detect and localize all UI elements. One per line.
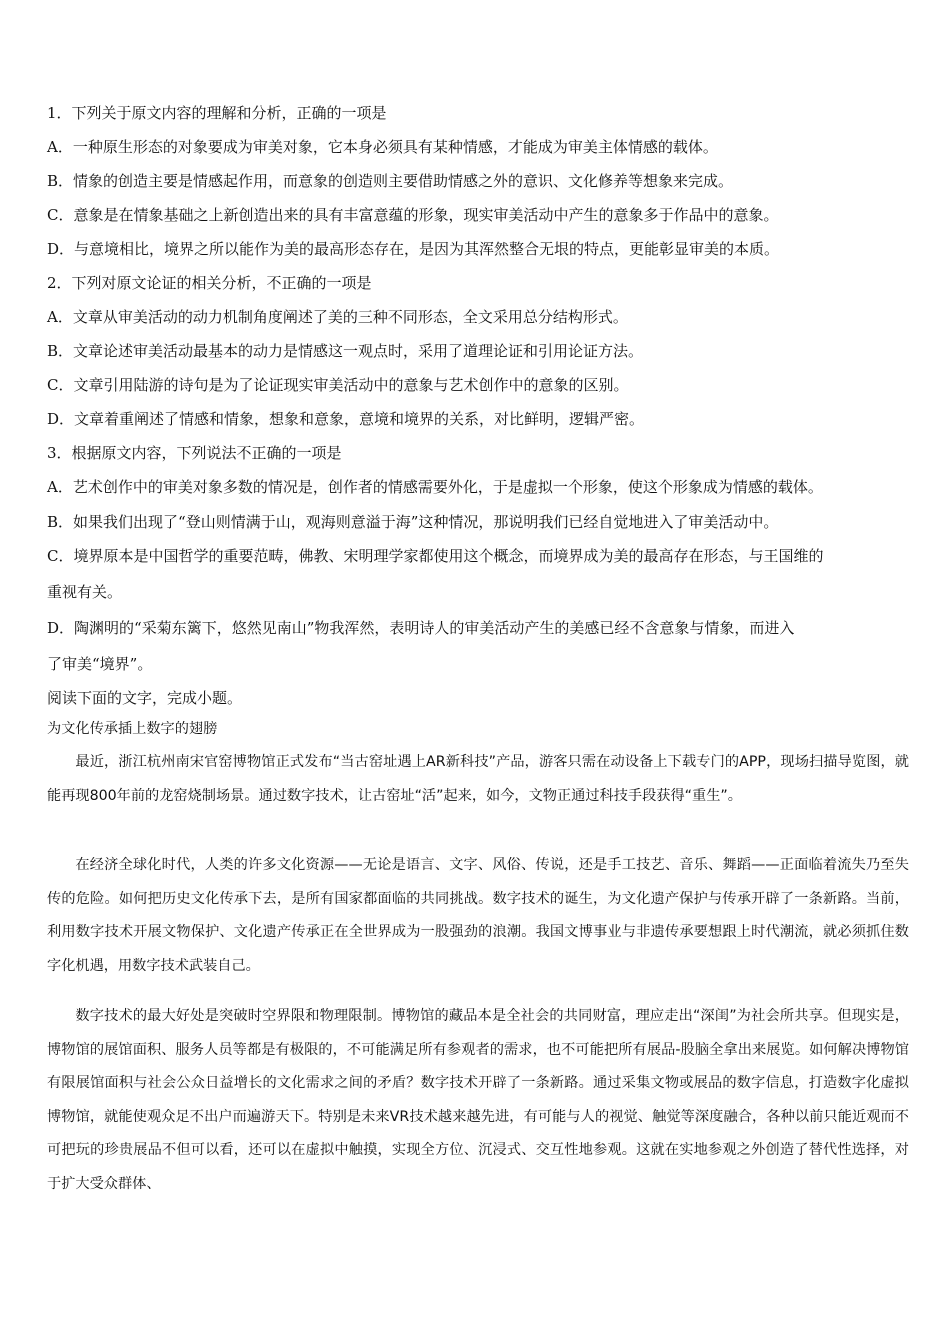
question-3-option-a: A．艺术创作中的审美对象多数的情况是，创作者的情感需要外化，于是虚拟一个形象，使这个形象成为情感的载体。 xyxy=(47,478,823,496)
article-paragraph-1: 最近，浙江杭州南宋官窑博物馆正式发布“当古窑址遇上AR新科技”产品，游客只需在动设备上下载专门的APP，现场扫描导览图，就能再现800年前的龙窑烧制场景。通过数字技术，让古窑址“活”起来，如今，文物正通过科技手段获得“重生”。 xyxy=(47,754,909,804)
question-1-option-b: B．情象的创造主要是情感起作用，而意象的创造则主要借助情感之外的意识、文化修养等想象来完成。 xyxy=(47,172,734,190)
question-2-option-c: C．文章引用陆游的诗句是为了论证现实审美活动中的意象与艺术创作中的意象的区别。 xyxy=(47,376,629,394)
question-2-option-b: B．文章论述审美活动最基本的动力是情感这一观点时，采用了道理论证和引用论证方法。 xyxy=(47,342,644,360)
question-2-option-d: D．文章着重阐述了情感和情象，想象和意象，意境和境界的关系，对比鲜明，逻辑严密。 xyxy=(47,410,645,428)
question-3-option-d-line2: 了审美“境界”。 xyxy=(47,655,153,673)
question-3-stem: 3．根据原文内容，下列说法不正确的一项是 xyxy=(47,444,342,462)
question-1-option-d: D．与意境相比，境界之所以能作为美的最高形态存在，是因为其浑然整合无垠的特点，更能彰显审美的本质。 xyxy=(47,240,780,258)
question-3-option-c-line2: 重视有关。 xyxy=(47,583,123,601)
article-title: 为文化传承插上数字的翅膀 xyxy=(47,721,218,737)
question-2-option-a: A．文章从审美活动的动力机制角度阐述了美的三种不同形态，全文采用总分结构形式。 xyxy=(47,308,628,326)
reading-instruction: 阅读下面的文字，完成小题。 xyxy=(47,689,243,707)
question-3-option-c-line1: C．境界原本是中国哲学的重要范畴，佛教、宋明理学家都使用这个概念，而境界成为美的最高存在形态，与王国维的 xyxy=(47,547,824,565)
question-2-stem: 2．下列对原文论证的相关分析，不正确的一项是 xyxy=(47,274,372,292)
question-3-option-b: B．如果我们出现了“登山则情满于山，观海则意溢于海”这种情况，那说明我们已经自觉地进入了审美活动中。 xyxy=(47,513,779,531)
question-1-option-a: A．一种原生形态的对象要成为审美对象，它本身必须具有某种情感，才能成为审美主体情感的载体。 xyxy=(47,138,718,156)
article-paragraph-2: 在经济全球化时代，人类的许多文化资源——无论是语言、文字、风俗、传说，还是手工技艺、音乐、舞蹈——正面临着流失乃至失传的危险。如何把历史文化传承下去，是所有国家都面临的共同挑战。数字技术的诞生，为文化遗产保护与传承开辟了一条新路。当前，利用数字技术开展文物保护、文化遗产传承正在全世界成为一股强劲的浪潮。我国文博事业与非遗传承要想跟上时代潮流，就必须抓住数字化机遇，用数字技术武装自己。 xyxy=(47,857,909,974)
question-3-option-d-line1: D．陶渊明的“采菊东篱下，悠然见南山”物我浑然，表明诗人的审美活动产生的美感已经不含意象与情象，而进入 xyxy=(47,619,795,637)
article-paragraph-3: 数字技术的最大好处是突破时空界限和物理限制。博物馆的藏品本是全社会的共同财富，理应走出“深闺”为社会所共享。但现实是，博物馆的展馆面积、服务人员等都是有极限的，不可能满足所有参观者的需求，也不可能把所有展品-股脑全拿出来展览。如何解决博物馆有限展馆面积与社会公众日益增长的文化需求之间的矛盾？数字技术开辟了一条新路。通过采集文物或展品的数字信息，打造数字化虚拟博物馆，就能使观众足不出户而遍游天下。特别是未来VR技术越来越先进，有可能与人的视觉、触觉等深度融合，各种以前只能近观而不可把玩的珍贵展品不但可以看，还可以在虚拟中触摸，实现全方位、沉浸式、交互性地参观。这就在实地参观之外创造了替代性选择，对于扩大受众群体、 xyxy=(47,1008,909,1192)
question-1-stem: 1．下列关于原文内容的理解和分析，正确的一项是 xyxy=(47,104,387,122)
question-1-option-c: C．意象是在情象基础之上新创造出来的具有丰富意蕴的形象，现实审美活动中产生的意象多于作品中的意象。 xyxy=(47,206,779,224)
